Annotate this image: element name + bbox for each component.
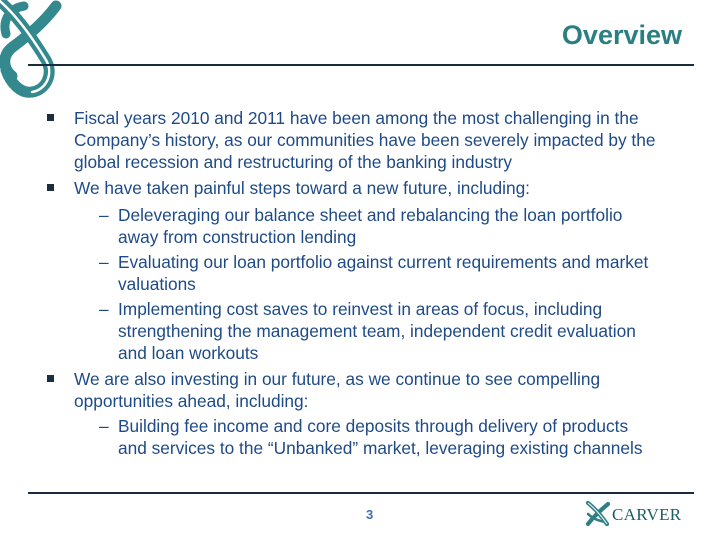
sub-bullet-text-line: Implementing cost saves to reinvest in areas of focus, including [118, 299, 603, 319]
footer-divider [28, 492, 694, 494]
bullet-text-line: We are also investing in our future, as we continue to see compelling [74, 369, 601, 389]
sub-bullet-text-line: away from construction lending [118, 227, 357, 247]
sub-bullet-dash-icon: – [99, 299, 109, 319]
bullet-marker-icon [47, 375, 54, 382]
bullet-text-line: Company’s history, as our communities have been severely impacted by the [74, 130, 656, 150]
bullet-marker-icon [47, 184, 54, 191]
carver-mark-icon [584, 500, 612, 528]
carver-corner-logo-icon [0, 0, 62, 104]
bullet-text-line: We have taken painful steps toward a new future, including: [74, 178, 530, 198]
page-number: 3 [366, 507, 374, 522]
sub-bullet-dash-icon: – [99, 416, 109, 436]
sub-bullet-text-line: strengthening the management team, independent credit evaluation [118, 321, 636, 341]
brand-name: CARVER [612, 505, 682, 524]
bullet-marker-icon [47, 114, 54, 121]
sub-bullet-text-line: Building fee income and core deposits through delivery of products [118, 416, 629, 436]
header-divider [28, 64, 694, 66]
bullet-text-line: opportunities ahead, including: [74, 391, 309, 411]
sub-bullet-dash-icon: – [99, 252, 109, 272]
carver-brand-logo [584, 500, 694, 530]
bullet-text-line: Fiscal years 2010 and 2011 have been among the most challenging in the [74, 108, 639, 128]
bullet-text-line: global recession and restructuring of the banking industry [74, 152, 513, 172]
sub-bullet-text-line: Deleveraging our balance sheet and rebalancing the loan portfolio [118, 205, 623, 225]
sub-bullet-text-line: and loan workouts [118, 343, 259, 363]
sub-bullet-text-line: and services to the “Unbanked” market, leveraging existing channels [118, 438, 643, 458]
sub-bullet-text-line: valuations [118, 274, 196, 294]
slide-title: Overview [561, 20, 682, 50]
sub-bullet-text-line: Evaluating our loan portfolio against current requirements and market [118, 252, 649, 272]
sub-bullet-dash-icon: – [99, 205, 109, 225]
